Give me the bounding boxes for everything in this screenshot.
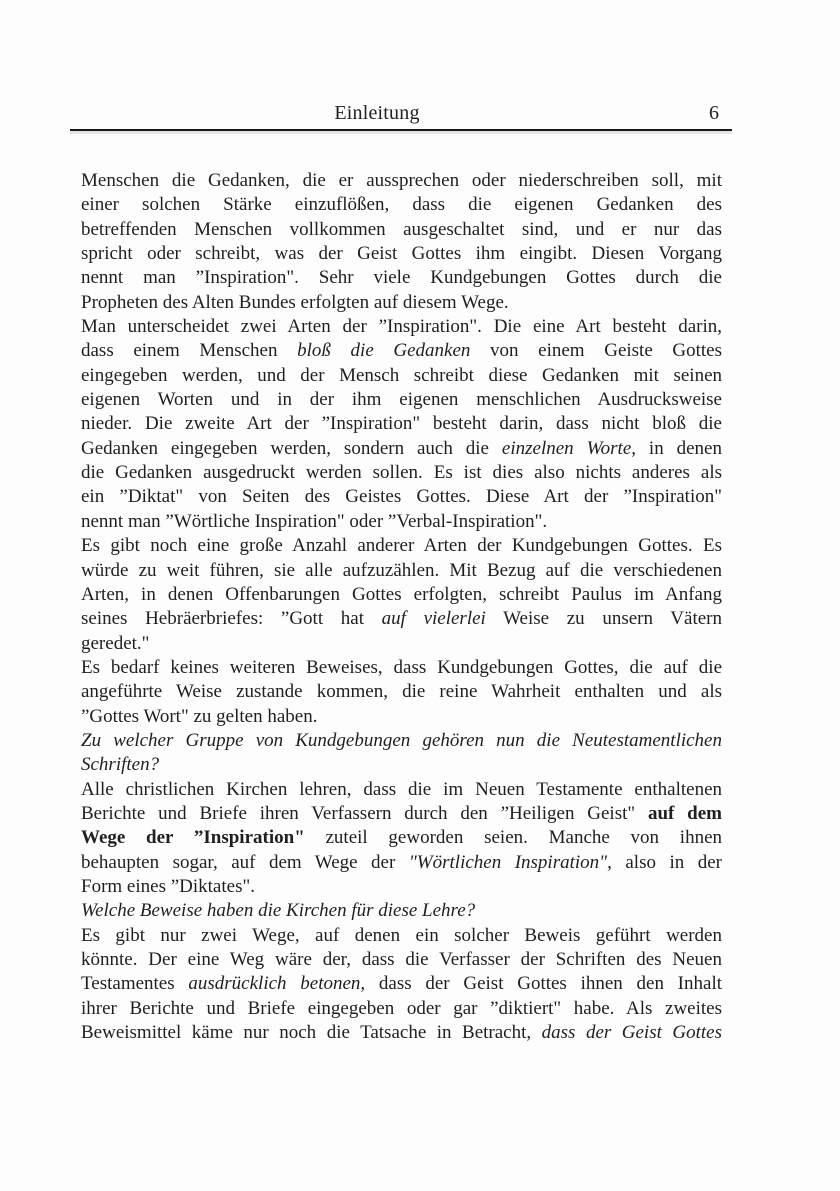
text-segment: Berichte und Briefe ihren Verfassern durch den ”Heiligen Geist" (81, 802, 648, 824)
text-segment-emphasis: "Wörtlichen Inspiration", (408, 851, 612, 873)
text-line (81, 753, 722, 777)
paragraph (81, 315, 722, 534)
text-segment: Es gibt noch eine große Anzahl anderer Arten der Kundgebungen Gottes. Es (81, 535, 722, 557)
text-line (81, 607, 722, 631)
text-segment: seines Hebräerbriefes: ”Gott hat (81, 608, 382, 630)
text-line (81, 218, 722, 242)
text-segment: ihrer Berichte und Briefe eingegeben oder gar ”diktiert" habe. Als zweites (81, 997, 722, 1019)
text-segment: angeführte Weise zustande kommen, die reine Wahrheit enthalten und als (81, 681, 722, 703)
text-segment: eigenen Worten und in der ihm eigenen menschlichen Ausdrucksweise (81, 389, 722, 411)
text-segment-emphasis: einzelnen Worte, (501, 437, 637, 459)
paragraph (81, 729, 722, 778)
text-segment-emphasis: ausdrücklich betonen, (188, 973, 366, 995)
text-line (81, 339, 722, 363)
text-segment: Gedanken eingegeben werden, sondern auch die (81, 437, 502, 459)
text-segment-emphasis: Wege der ”Inspiration" (81, 827, 305, 849)
text-line (81, 169, 722, 193)
text-segment: geredet." (81, 632, 150, 654)
text-segment: würde zu weit führen, sie alle aufzuzählen. Mit Bezug auf die verschiedenen (81, 559, 722, 581)
text-line (81, 315, 722, 339)
text-line (81, 851, 722, 875)
text-segment: nennt man ”Inspiration". Sehr viele Kundgebungen Gottes durch die (81, 267, 722, 289)
text-line (81, 705, 722, 729)
text-line (81, 632, 722, 656)
text-line (81, 437, 722, 461)
text-line (81, 583, 722, 607)
text-segment: Propheten des Alten Bundes erfolgten auf diesem Wege. (81, 291, 509, 313)
page-header-title: Einleitung (334, 102, 420, 124)
text-segment: dass einem Menschen (81, 340, 298, 362)
text-segment: Es gibt nur zwei Wege, auf denen ein solcher Beweis geführt werden (81, 924, 722, 946)
paragraph (81, 778, 722, 900)
text-segment: die Gedanken ausgedruckt werden sollen. Es ist dies also nichts anderes als (81, 462, 722, 484)
text-segment-emphasis: bloß die Gedanken (297, 340, 471, 362)
text-segment: betreffenden Menschen vollkommen ausgeschaltet sind, und er nur das (81, 218, 722, 240)
text-line (81, 729, 722, 753)
text-segment: Menschen die Gedanken, die er aussprechen oder niederschreiben soll, mit (81, 170, 722, 191)
text-line (81, 364, 722, 388)
text-segment: Es bedarf keines weiteren Beweises, dass Kundgebungen Gottes, die auf die (81, 656, 722, 678)
text-line (81, 461, 722, 485)
text-segment: eingegeben werden, und der Mensch schreibt diese Gedanken mit seinen (81, 364, 722, 386)
text-line (81, 778, 722, 802)
text-line (81, 680, 722, 704)
text-segment: behaupten sogar, auf dem Wege der (81, 851, 409, 873)
text-segment: zuteil geworden seien. Manche von ihnen (304, 827, 722, 849)
text-line (81, 1021, 722, 1045)
text-line (81, 972, 722, 996)
text-segment-emphasis: Schriften? (81, 754, 160, 776)
text-line (81, 266, 722, 290)
text-line (81, 291, 722, 315)
text-segment: Alle christlichen Kirchen lehren, dass die im Neuen Testamente enthaltenen (81, 778, 722, 800)
text-line (81, 875, 722, 899)
text-segment: Man unterscheidet zwei Arten der ”Inspiration". Die eine Art besteht darin, (81, 316, 722, 338)
text-segment: in denen (636, 437, 722, 459)
text-segment-emphasis: dass der Geist Gottes (541, 1022, 722, 1044)
text-line (81, 388, 722, 412)
text-line (81, 412, 722, 436)
text-line (81, 899, 722, 923)
paragraph (81, 899, 722, 923)
text-segment: also in der (611, 851, 722, 873)
text-segment: nennt man ”Wörtliche Inspiration" oder ”Verbal-Inspiration". (81, 510, 548, 532)
text-segment-emphasis: Welche Beweise haben die Kirchen für diese Lehre? (81, 900, 476, 922)
text-segment: Form eines ”Diktates". (81, 875, 255, 897)
paragraph (81, 924, 722, 1046)
text-line (81, 510, 722, 534)
text-line (81, 997, 722, 1021)
paragraph (81, 656, 722, 729)
text-line (81, 485, 722, 509)
text-segment: spricht oder schreibt, was der Geist Gottes ihm eingibt. Diesen Vorgang (81, 243, 722, 265)
paragraph (81, 534, 722, 656)
page-number: 6 (709, 102, 719, 124)
text-segment: Arten, in denen Offenbarungen Gottes erfolgten, schreibt Paulus im Anfang (81, 583, 722, 605)
text-segment: Weise zu unsern Vätern (485, 608, 722, 630)
text-segment: könnte. Der eine Weg wäre der, dass die Verfasser der Schriften des Neuen (81, 949, 722, 970)
text-line (81, 193, 722, 217)
text-line (81, 826, 722, 850)
text-segment: Beweismittel käme nur noch die Tatsache in Betracht, (81, 1022, 542, 1044)
text-line (81, 924, 722, 948)
text-segment: nieder. Die zweite Art der ”Inspiration" besteht darin, dass nicht bloß die (81, 413, 722, 435)
text-line (81, 559, 722, 583)
text-segment: ein ”Diktat" von Seiten des Geistes Gottes. Diese Art der ”Inspiration" (81, 486, 722, 508)
body-text (81, 169, 722, 1045)
text-segment: dass der Geist Gottes ihnen den Inhalt (365, 973, 722, 995)
paragraph (81, 169, 722, 315)
text-line (81, 534, 722, 558)
text-segment: einer solchen Stärke einzuflößen, dass die eigenen Gedanken des (81, 194, 722, 216)
text-segment: ”Gottes Wort" zu gelten haben. (81, 705, 318, 727)
text-line (81, 242, 722, 266)
page-header (70, 96, 732, 131)
text-segment: Testamentes (81, 973, 189, 995)
text-line (81, 948, 722, 972)
text-line (81, 656, 722, 680)
text-segment-emphasis: auf dem (647, 802, 722, 824)
text-line (81, 802, 722, 826)
text-segment-emphasis: auf vielerlei (381, 608, 486, 630)
text-segment: von einem Geiste Gottes (470, 340, 722, 362)
text-segment-emphasis: Zu welcher Gruppe von Kundgebungen gehören nun die Neutestamentlichen (81, 729, 722, 751)
